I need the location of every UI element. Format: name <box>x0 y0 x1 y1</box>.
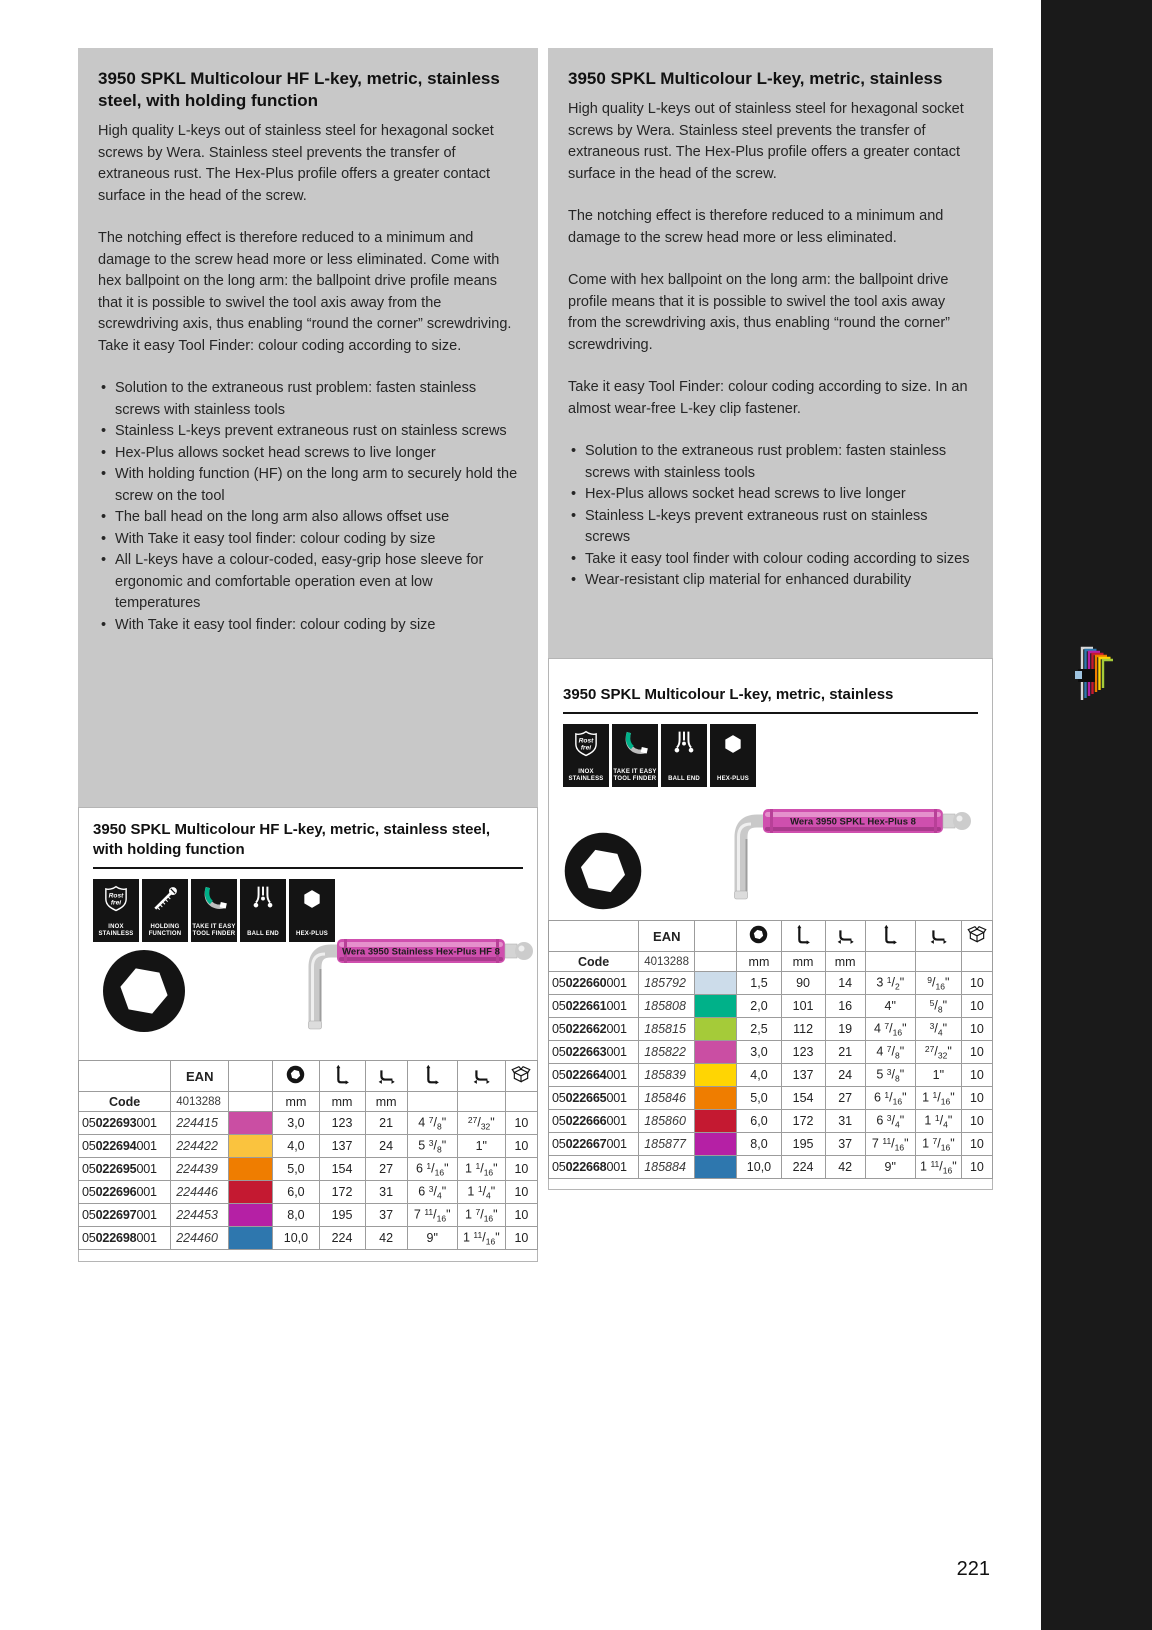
code-cell: 05022662001 <box>549 1018 639 1041</box>
long-arm-inch-cell: 7 $^{11}/_{16}$" <box>407 1204 457 1227</box>
l-key-image <box>717 803 979 903</box>
pack-qty-cell: 10 <box>961 1156 992 1179</box>
short-arm-mm-cell: 21 <box>365 1112 407 1135</box>
short-arm-mm-cell: 37 <box>365 1204 407 1227</box>
ball-end-icon <box>669 724 699 764</box>
ean-cell: 185808 <box>639 995 695 1018</box>
bullet-item: • Stainless L-keys prevent extraneous rust on stainless screws <box>98 421 518 443</box>
short-arm-mm-cell: 37 <box>825 1133 865 1156</box>
inox-stainless-icon <box>571 724 601 764</box>
long-arm-inch-cell: 7 $^{11}/_{16}$" <box>865 1133 915 1156</box>
ean-cell: 185839 <box>639 1064 695 1087</box>
pack-qty-cell: 10 <box>505 1158 537 1181</box>
svg-text:frei: frei <box>580 744 592 752</box>
inox-stainless-icon <box>101 879 131 919</box>
ean-cell: 185822 <box>639 1041 695 1064</box>
short-arm-mm-cell: 19 <box>825 1018 865 1041</box>
ean-cell: 224460 <box>171 1227 229 1250</box>
ean-cell: 224415 <box>171 1112 229 1135</box>
code-cell: 05022667001 <box>549 1133 639 1156</box>
hex-socket-icon <box>285 1073 306 1088</box>
colour-swatch <box>229 1204 273 1227</box>
badge-label: HEX-PLUS <box>296 931 328 937</box>
size-mm-cell: 5,0 <box>737 1087 781 1110</box>
ean-cell: 224422 <box>171 1135 229 1158</box>
paragraph: Take it easy Tool Finder: colour coding according to size. In an almost wear-free L-key clip fastener. <box>568 379 968 417</box>
short-arm-inch-cell: 1 $^1/_{16}$" <box>915 1087 961 1110</box>
l-key-long-arm-icon <box>331 1074 353 1089</box>
long-arm-inch-cell: 9" <box>865 1156 915 1179</box>
badge-hex-plus <box>710 724 756 787</box>
colour-swatch <box>695 1041 737 1064</box>
code-cell: 05022696001 <box>79 1181 171 1204</box>
bullet-item: • Stainless L-keys prevent extraneous rust on stainless screws <box>568 506 973 549</box>
ean-header: EAN <box>639 921 695 952</box>
l-key-long-arm-icon <box>792 934 814 949</box>
table-row <box>549 1018 993 1041</box>
colour-swatch <box>695 995 737 1018</box>
short-arm-mm-cell: 31 <box>825 1110 865 1133</box>
short-arm-inch-cell: 1 $^1/_4$" <box>457 1181 505 1204</box>
badge-label: HOLDING FUNCTION <box>148 924 182 937</box>
table-row <box>549 1087 993 1110</box>
short-arm-inch-cell: 1 $^1/_4$" <box>915 1110 961 1133</box>
colour-swatch <box>229 1135 273 1158</box>
badge-label: HEX-PLUS <box>717 776 749 782</box>
badge-label: INOX STAINLESS <box>98 924 134 937</box>
colour-header <box>229 1061 273 1092</box>
size-mm-cell: 2,5 <box>737 1018 781 1041</box>
long-arm-mm-cell: 224 <box>319 1227 365 1250</box>
size-mm-cell: 3,0 <box>273 1112 319 1135</box>
long-arm-inch-cell: 9" <box>407 1227 457 1250</box>
colour-swatch <box>695 1110 737 1133</box>
intro-box-left <box>78 48 538 807</box>
colour-swatch <box>695 1018 737 1041</box>
ean-cell: 185877 <box>639 1133 695 1156</box>
badge-tool-finder <box>612 724 658 787</box>
paragraph: The notching effect is therefore reduced to a minimum and damage to the screw head more or less eliminated. Come with hex ballpoint on the long arm: the ballpoint drive profile means that it is possible to swivel the tool axis away from the screwdriving axis, thus enabling “round the corner” screwdriving. Take it easy Tool Finder: colour coding according to size. <box>98 230 512 354</box>
l-key-short-arm-icon <box>375 1074 397 1089</box>
size-mm-cell: 8,0 <box>737 1133 781 1156</box>
tool-marking-text: Wera 3950 Stainless Hex-Plus HF 8 <box>342 946 500 958</box>
intro-bullets-right <box>568 441 973 592</box>
size-mm-cell: 1,5 <box>737 972 781 995</box>
paragraph: The notching effect is therefore reduced to a minimum and damage to the screw head more or less eliminated. <box>568 208 944 246</box>
code-cell: 05022697001 <box>79 1204 171 1227</box>
table-row <box>549 972 993 995</box>
long-arm-inch-cell: 5 $^3/_8$" <box>407 1135 457 1158</box>
long-arm-inch-cell: 6 $^1/_{16}$" <box>865 1087 915 1110</box>
code-cell: 05022695001 <box>79 1158 171 1181</box>
long-arm-mm-cell: 123 <box>781 1041 825 1064</box>
code-cell: 05022660001 <box>549 972 639 995</box>
ean-cell: 224453 <box>171 1204 229 1227</box>
intro-paragraphs-left <box>98 121 518 357</box>
long-arm-mm-cell: 112 <box>781 1018 825 1041</box>
short-arm-mm-cell: 24 <box>365 1135 407 1158</box>
long-arm-mm-cell: 195 <box>781 1133 825 1156</box>
table-row <box>549 1110 993 1133</box>
ean-cell: 224446 <box>171 1181 229 1204</box>
bullet-item: • With holding function (HF) on the long arm to securely hold the screw on the tool <box>98 464 518 507</box>
bullet-item: • Solution to the extraneous rust problem: fasten stainless screws with stainless tools <box>98 378 518 421</box>
svg-text:Rost: Rost <box>108 892 124 900</box>
table-row <box>79 1112 538 1135</box>
l-key-long-arm-inch-icon <box>421 1074 443 1089</box>
hex-plus-icon <box>718 724 748 764</box>
long-arm-mm-cell: 172 <box>781 1110 825 1133</box>
long-arm-inch-cell: 6 $^1/_{16}$" <box>407 1158 457 1181</box>
long-arm-mm-cell: 172 <box>319 1181 365 1204</box>
short-arm-inch-cell: $^{27}/_{32}$" <box>457 1112 505 1135</box>
colour-header <box>695 921 737 952</box>
pack-qty-cell: 10 <box>961 972 992 995</box>
long-arm-mm-cell: 137 <box>319 1135 365 1158</box>
short-arm-mm-cell: 27 <box>825 1087 865 1110</box>
short-arm-mm-cell: 14 <box>825 972 865 995</box>
svg-text:Rost: Rost <box>578 737 594 745</box>
badge-inox-stainless <box>563 724 609 787</box>
badge-label: BALL END <box>247 931 279 937</box>
code-cell: 05022668001 <box>549 1156 639 1179</box>
l-key-image <box>291 933 541 1033</box>
paragraph: High quality L-keys out of stainless steel for hexagonal socket screws by Wera. Stainless steel prevents the transfer of extraneous rust. The Hex-Plus profile offers a greater contact surface in the head of the screw. <box>98 123 494 204</box>
code-cell: 05022665001 <box>549 1087 639 1110</box>
product-image-left <box>79 933 537 1058</box>
pack-qty-cell: 10 <box>505 1112 537 1135</box>
short-arm-inch-cell: 1" <box>457 1135 505 1158</box>
tool-finder-icon <box>199 879 229 919</box>
short-arm-inch-cell: $^9/_{16}$" <box>915 972 961 995</box>
colour-swatch <box>229 1181 273 1204</box>
intro-box-right <box>548 48 993 658</box>
long-arm-inch-cell: 5 $^3/_8$" <box>865 1064 915 1087</box>
table-row <box>549 1064 993 1087</box>
tool-finder-icon <box>620 724 650 764</box>
ball-end-icon <box>248 879 278 919</box>
code-header: Code <box>79 1092 171 1112</box>
product-box-right <box>548 658 993 1190</box>
code-cell: 05022663001 <box>549 1041 639 1064</box>
short-arm-inch-cell: 1 $^{11}/_{16}$" <box>457 1227 505 1250</box>
pack-qty-cell: 10 <box>505 1135 537 1158</box>
product-image-right <box>549 803 992 918</box>
table-row <box>549 1041 993 1064</box>
bullet-item: • All L-keys have a colour-coded, easy-grip hose sleeve for ergonomic and comfortable operation even at low temperatures <box>98 550 518 615</box>
paragraph: High quality L-keys out of stainless steel for hexagonal socket screws by Wera. Stainless steel prevents the transfer of extraneous rust. The Hex-Plus profile offers a greater contact surface in the head of the screw. <box>568 101 964 182</box>
size-mm-cell: 5,0 <box>273 1158 319 1181</box>
long-arm-inch-cell: 4 $^7/_8$" <box>407 1112 457 1135</box>
bullet-item: • Wear-resistant clip material for enhanced durability <box>568 570 973 592</box>
badge-row-right <box>563 724 992 787</box>
ean-cell: 185860 <box>639 1110 695 1133</box>
packaging-box-icon <box>511 1073 531 1088</box>
short-arm-mm-cell: 42 <box>365 1227 407 1250</box>
long-arm-inch-cell: 6 $^3/_4$" <box>865 1110 915 1133</box>
pack-qty-cell: 10 <box>961 1110 992 1133</box>
long-arm-inch-cell: 6 $^3/_4$" <box>407 1181 457 1204</box>
colour-swatch <box>695 1087 737 1110</box>
bullet-item: • Solution to the extraneous rust problem: fasten stainless screws with stainless tools <box>568 441 973 484</box>
hex-socket-symbol <box>99 946 189 1036</box>
short-arm-inch-cell: 1 $^7/_{16}$" <box>457 1204 505 1227</box>
intro-paragraphs-right <box>568 99 973 420</box>
size-mm-cell: 3,0 <box>737 1041 781 1064</box>
size-mm-cell: 6,0 <box>737 1110 781 1133</box>
long-arm-mm-cell: 137 <box>781 1064 825 1087</box>
pack-qty-cell: 10 <box>961 1018 992 1041</box>
colour-swatch <box>695 1064 737 1087</box>
l-key-short-arm-inch-icon <box>927 934 949 949</box>
table-row <box>79 1204 538 1227</box>
colour-swatch <box>695 972 737 995</box>
l-key-short-arm-inch-icon <box>470 1074 492 1089</box>
code-cell: 05022694001 <box>79 1135 171 1158</box>
long-arm-inch-cell: 4 $^7/_8$" <box>865 1041 915 1064</box>
intro-title-left: 3950 SPKL Multicolour HF L-key, metric, stainless steel, with holding function <box>98 69 500 110</box>
bullet-item: • Hex-Plus allows socket head screws to live longer <box>568 484 973 506</box>
l-key-long-arm-inch-icon <box>879 934 901 949</box>
long-arm-mm-cell: 123 <box>319 1112 365 1135</box>
short-arm-inch-cell: $^3/_4$" <box>915 1018 961 1041</box>
l-key-set-thumbnail <box>1075 632 1115 710</box>
ean-cell: 185884 <box>639 1156 695 1179</box>
hex-socket-symbol <box>561 829 645 913</box>
ean-cell: 185792 <box>639 972 695 995</box>
short-arm-mm-cell: 24 <box>825 1064 865 1087</box>
table-row <box>549 1156 993 1179</box>
size-mm-cell: 10,0 <box>737 1156 781 1179</box>
size-mm-cell: 8,0 <box>273 1204 319 1227</box>
size-mm-cell: 4,0 <box>273 1135 319 1158</box>
product-title-right: 3950 SPKL Multicolour L-key, metric, stainless <box>563 686 894 703</box>
ean-prefix: 4013288 <box>171 1092 229 1112</box>
code-cell: 05022666001 <box>549 1110 639 1133</box>
pack-qty-cell: 10 <box>505 1227 537 1250</box>
code-cell: 05022661001 <box>549 995 639 1018</box>
short-arm-inch-cell: $^5/_8$" <box>915 995 961 1018</box>
page-number: 221 <box>956 1558 990 1580</box>
colour-swatch <box>229 1112 273 1135</box>
long-arm-inch-cell: 3 $^1/_2$" <box>865 972 915 995</box>
bullet-item: • Hex-Plus allows socket head screws to live longer <box>98 443 518 465</box>
bullet-item: • The ball head on the long arm also allows offset use <box>98 507 518 529</box>
colour-swatch <box>229 1158 273 1181</box>
svg-text:frei: frei <box>110 899 122 907</box>
short-arm-mm-cell: 31 <box>365 1181 407 1204</box>
size-mm-cell: 6,0 <box>273 1181 319 1204</box>
long-arm-mm-cell: 101 <box>781 995 825 1018</box>
code-cell: 05022664001 <box>549 1064 639 1087</box>
ean-cell: 185846 <box>639 1087 695 1110</box>
short-arm-mm-cell: 21 <box>825 1041 865 1064</box>
badge-label: INOX STAINLESS <box>568 769 604 782</box>
colour-swatch <box>695 1156 737 1179</box>
code-cell: 05022698001 <box>79 1227 171 1250</box>
badge-label: TAKE IT EASY TOOL FINDER <box>613 769 657 782</box>
short-arm-inch-cell: 1 $^1/_{16}$" <box>457 1158 505 1181</box>
size-mm-cell: 2,0 <box>737 995 781 1018</box>
short-arm-inch-cell: 1 $^7/_{16}$" <box>915 1133 961 1156</box>
badge-label: BALL END <box>668 776 700 782</box>
short-arm-inch-cell: 1" <box>915 1064 961 1087</box>
long-arm-mm-cell: 224 <box>781 1156 825 1179</box>
product-box-left <box>78 807 538 1262</box>
short-arm-mm-cell: 16 <box>825 995 865 1018</box>
long-arm-inch-cell: 4" <box>865 995 915 1018</box>
paragraph: Come with hex ballpoint on the long arm: the ballpoint drive profile means that it is possible to swivel the tool axis away from the screwdriving axis, thus enabling “round the corner” screwdriving. <box>568 272 951 353</box>
bullet-item: • With Take it easy tool finder: colour coding by size <box>98 615 518 637</box>
long-arm-inch-cell: 4 $^7/_{16}$" <box>865 1018 915 1041</box>
pack-qty-cell: 10 <box>505 1181 537 1204</box>
table-row <box>79 1135 538 1158</box>
pack-qty-cell: 10 <box>961 1087 992 1110</box>
ean-cell: 185815 <box>639 1018 695 1041</box>
pack-qty-cell: 10 <box>961 1064 992 1087</box>
long-arm-mm-cell: 154 <box>781 1087 825 1110</box>
ean-cell: 224439 <box>171 1158 229 1181</box>
title-rule <box>93 867 523 869</box>
code-header: Code <box>549 952 639 972</box>
product-table-left: EAN Code 4013288 mm mm mm 05022693001 224415 3,0 123 21 4 $^7/_8$" $^{27}/_{32}$" 10 05022694001 224422 4,0 137 24 5 $^3/_8$" 1" 10 05022695001 224439 5,0 154 27 6 $^1/_{16}$" 1 $^1/_{16}$" 10 05022696001 224446 6,0 172 31 6 $^3/_4$" 1 $^1/_4$" 10 05022697001 224453 8,0 195 37 7 $^{11}/_{16}$" 1 $^7/_{16}$" 10 05022698001 224460 10,0 224 42 9" 1 $^{11}/_{16}$" 10 <box>78 1060 538 1250</box>
title-rule <box>563 712 978 714</box>
intro-title-right: 3950 SPKL Multicolour L-key, metric, stainless <box>568 69 943 88</box>
colour-swatch <box>229 1227 273 1250</box>
product-title-left: 3950 SPKL Multicolour HF L-key, metric, stainless steel, with holding function <box>93 821 491 858</box>
intro-bullets-left <box>98 378 518 636</box>
table-row <box>549 995 993 1018</box>
hex-socket-icon <box>748 933 769 948</box>
code-cell: 05022693001 <box>79 1112 171 1135</box>
colour-swatch <box>695 1133 737 1156</box>
table-row <box>79 1158 538 1181</box>
ean-prefix: 4013288 <box>639 952 695 972</box>
tool-marking-text: Wera 3950 SPKL Hex-Plus 8 <box>790 816 916 828</box>
short-arm-mm-cell: 42 <box>825 1156 865 1179</box>
badge-ball-end <box>661 724 707 787</box>
bullet-item: • Take it easy tool finder with colour coding according to sizes <box>568 549 973 571</box>
bullet-item: • With Take it easy tool finder: colour coding by size <box>98 529 518 551</box>
product-table-right: EAN Code 4013288 mm mm mm 05022660001 185792 1,5 90 14 3 $^1/_2$" $^9/_{16}$" 10 05022661001 185808 2,0 101 16 4" $^5/_8$" 10 05022662001 185815 2,5 112 19 4 $^7/_{16}$" $^3/_4$" 10 05022663001 185822 3,0 123 21 4 $^7/_8$" $^{27}/_{32}$" 10 05022664001 185839 4,0 137 24 5 $^3/_8$" 1" 10 05022665001 185846 5,0 154 27 6 $^1/_{16}$" 1 $^1/_{16}$" 10 05022666001 185860 6,0 172 31 6 $^3/_4$" 1 $^1/_4$" 10 05022667001 185877 8,0 195 37 7 $^{11}/_{16}$" 1 $^7/_{16}$" 10 05022668001 185884 10,0 224 42 9" 1 $^{11}/_{16}$" 10 <box>548 920 993 1179</box>
size-mm-cell: 4,0 <box>737 1064 781 1087</box>
size-mm-cell: 10,0 <box>273 1227 319 1250</box>
pack-qty-cell: 10 <box>961 1133 992 1156</box>
pack-qty-cell: 10 <box>505 1204 537 1227</box>
table-row <box>79 1227 538 1250</box>
hex-plus-icon <box>297 879 327 919</box>
long-arm-mm-cell: 90 <box>781 972 825 995</box>
short-arm-inch-cell: $^{27}/_{32}$" <box>915 1041 961 1064</box>
page-edge-sidebar <box>1041 0 1152 1630</box>
l-key-short-arm-icon <box>834 934 856 949</box>
holding-function-icon <box>150 879 180 919</box>
pack-qty-cell: 10 <box>961 995 992 1018</box>
badge-label: TAKE IT EASY TOOL FINDER <box>192 924 236 937</box>
pack-qty-cell: 10 <box>961 1041 992 1064</box>
table-row <box>79 1181 538 1204</box>
table-row <box>549 1133 993 1156</box>
long-arm-mm-cell: 195 <box>319 1204 365 1227</box>
packaging-box-icon <box>967 933 987 948</box>
short-arm-inch-cell: 1 $^{11}/_{16}$" <box>915 1156 961 1179</box>
short-arm-mm-cell: 27 <box>365 1158 407 1181</box>
ean-header: EAN <box>171 1061 229 1092</box>
long-arm-mm-cell: 154 <box>319 1158 365 1181</box>
